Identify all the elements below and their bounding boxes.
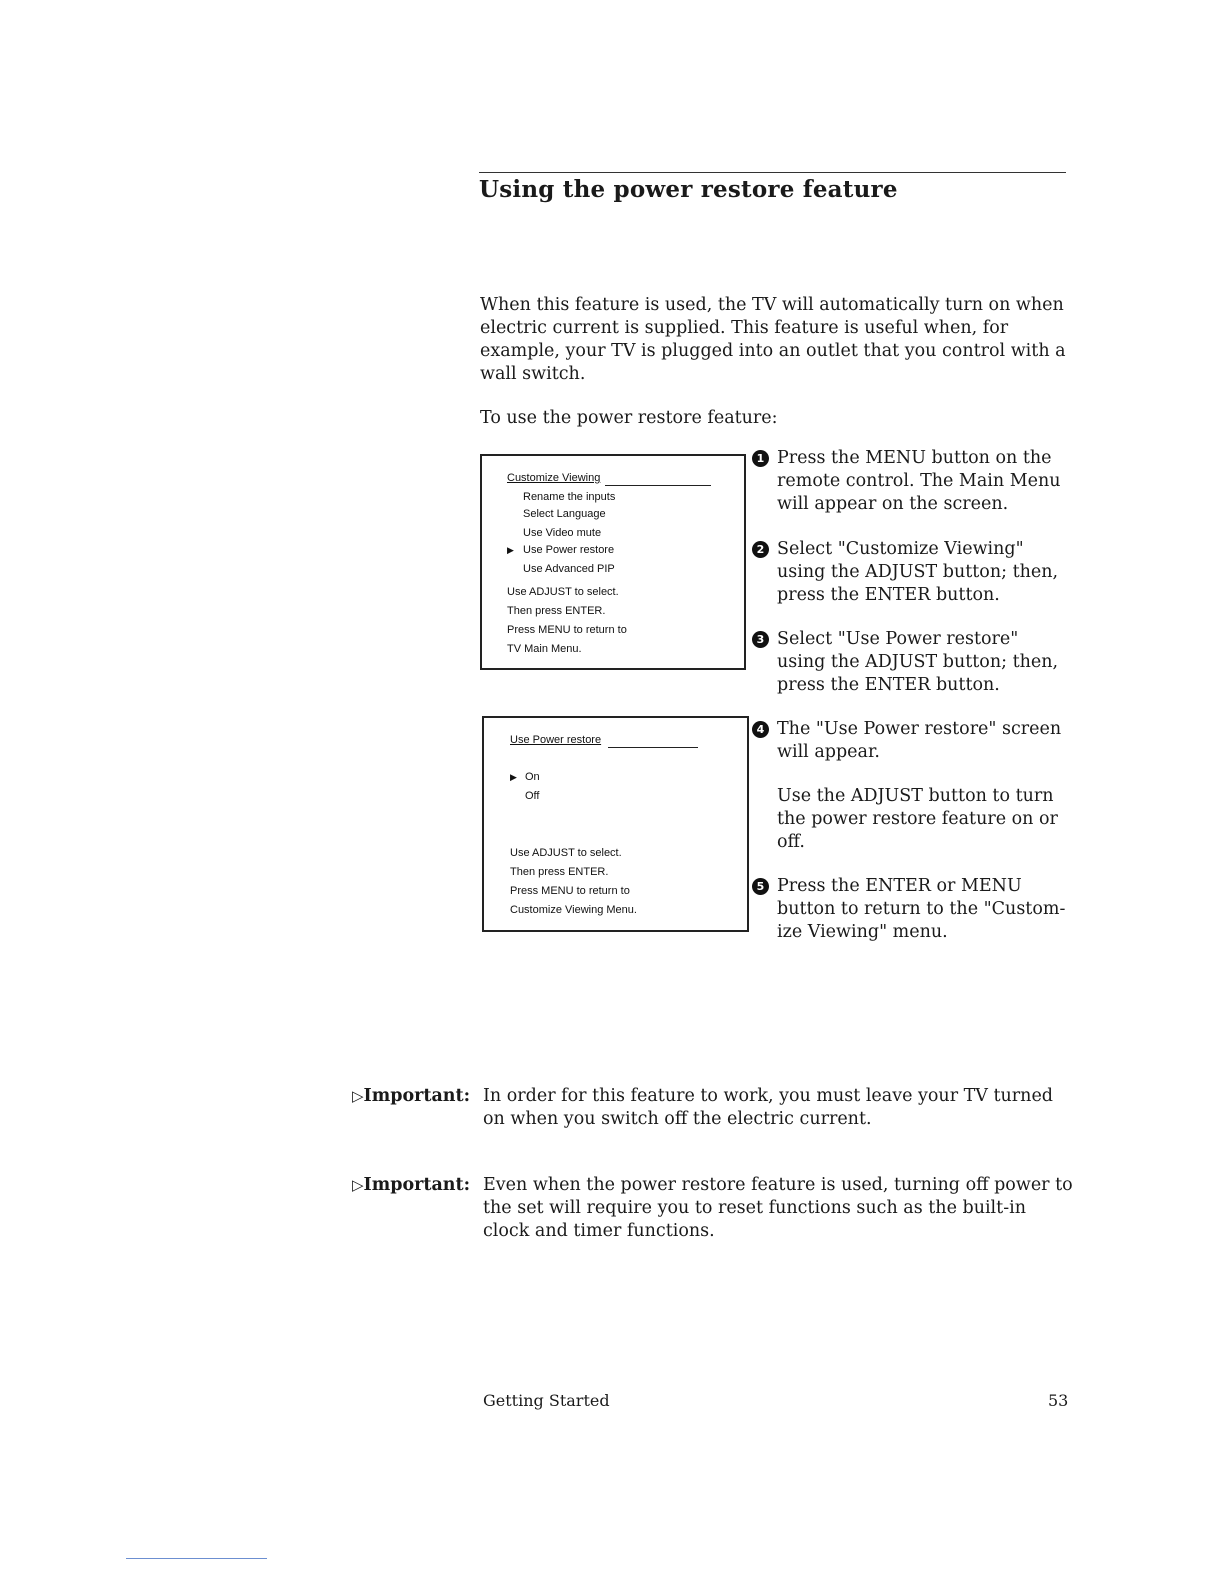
important-text: In order for this feature to work, you must leave your TV turned on when you switch off the electric current. <box>483 1086 1053 1129</box>
option-off: Off <box>525 790 540 802</box>
step-number-icon: 1 <box>752 450 769 467</box>
step-text: Press the ENTER or MENU button to return to the "Custom-ize Viewing" menu. <box>777 876 1066 942</box>
menu-message: Customize Viewing Menu. <box>510 904 637 916</box>
lead-sentence: To use the power restore feature: <box>480 408 778 428</box>
step-text: Press the MENU button on the remote control. The Main Menu will appear on the screen. <box>777 448 1061 514</box>
step-text: The "Use Power restore" screen will appear. <box>777 719 1062 762</box>
power-restore-screen <box>482 716 749 932</box>
menu-message: Use ADJUST to select. <box>507 586 619 598</box>
important-text: Even when the power restore feature is used, turning off power to the set will require you to reset functions such as the built-in clock and timer functions. <box>483 1175 1073 1241</box>
header-rule <box>605 485 711 486</box>
page-title: Using the power restore feature <box>479 176 898 203</box>
menu-item: Rename the inputs <box>523 491 616 503</box>
footer-section: Getting Started <box>483 1391 610 1410</box>
menu-message: Use ADJUST to select. <box>510 847 622 859</box>
menu-message: Then press ENTER. <box>507 605 606 617</box>
step-number-icon: 3 <box>752 631 769 648</box>
step-number-icon: 2 <box>752 541 769 558</box>
menu-header: Use Power restore <box>510 734 602 746</box>
step-number-icon: 5 <box>752 878 769 895</box>
menu-header: Customize Viewing <box>507 472 601 484</box>
intro-paragraph: When this feature is used, the TV will automatically turn on when electric current is supplied. This feature is useful when, for example, your TV is plugged into an outlet that you control with a wall switch. <box>480 295 1066 384</box>
customize-viewing-screen <box>480 454 746 670</box>
menu-item-selected: Use Power restore <box>523 544 615 556</box>
menu-item: Select Language <box>523 508 606 520</box>
selection-arrow-icon: ▶ <box>510 772 517 782</box>
selection-arrow-icon: ▶ <box>507 545 514 555</box>
step-number-icon: 4 <box>752 721 769 738</box>
menu-message: TV Main Menu. <box>507 643 582 655</box>
menu-message: Then press ENTER. <box>510 866 609 878</box>
bottom-rule <box>126 1558 267 1559</box>
menu-item: Use Advanced PIP <box>523 563 615 575</box>
important-label: ▷Important: <box>352 1086 471 1106</box>
menu-item: Use Video mute <box>523 527 602 539</box>
title-rule <box>479 172 1066 173</box>
menu-message: Press MENU to return to <box>507 624 627 636</box>
triangle-icon: ▷ <box>352 1176 364 1194</box>
option-on: On <box>525 771 540 783</box>
triangle-icon: ▷ <box>352 1087 364 1105</box>
header-rule <box>608 747 698 748</box>
step-text: Select "Customize Viewing" using the ADJUST button; then, press the ENTER button. <box>777 539 1059 605</box>
page-number: 53 <box>1048 1391 1069 1410</box>
step-text: Select "Use Power restore" using the ADJUST button; then, press the ENTER button. <box>777 629 1059 695</box>
important-label: ▷Important: <box>352 1175 471 1195</box>
step-text: Use the ADJUST button to turn the power restore feature on or off. <box>777 786 1058 852</box>
menu-message: Press MENU to return to <box>510 885 630 897</box>
